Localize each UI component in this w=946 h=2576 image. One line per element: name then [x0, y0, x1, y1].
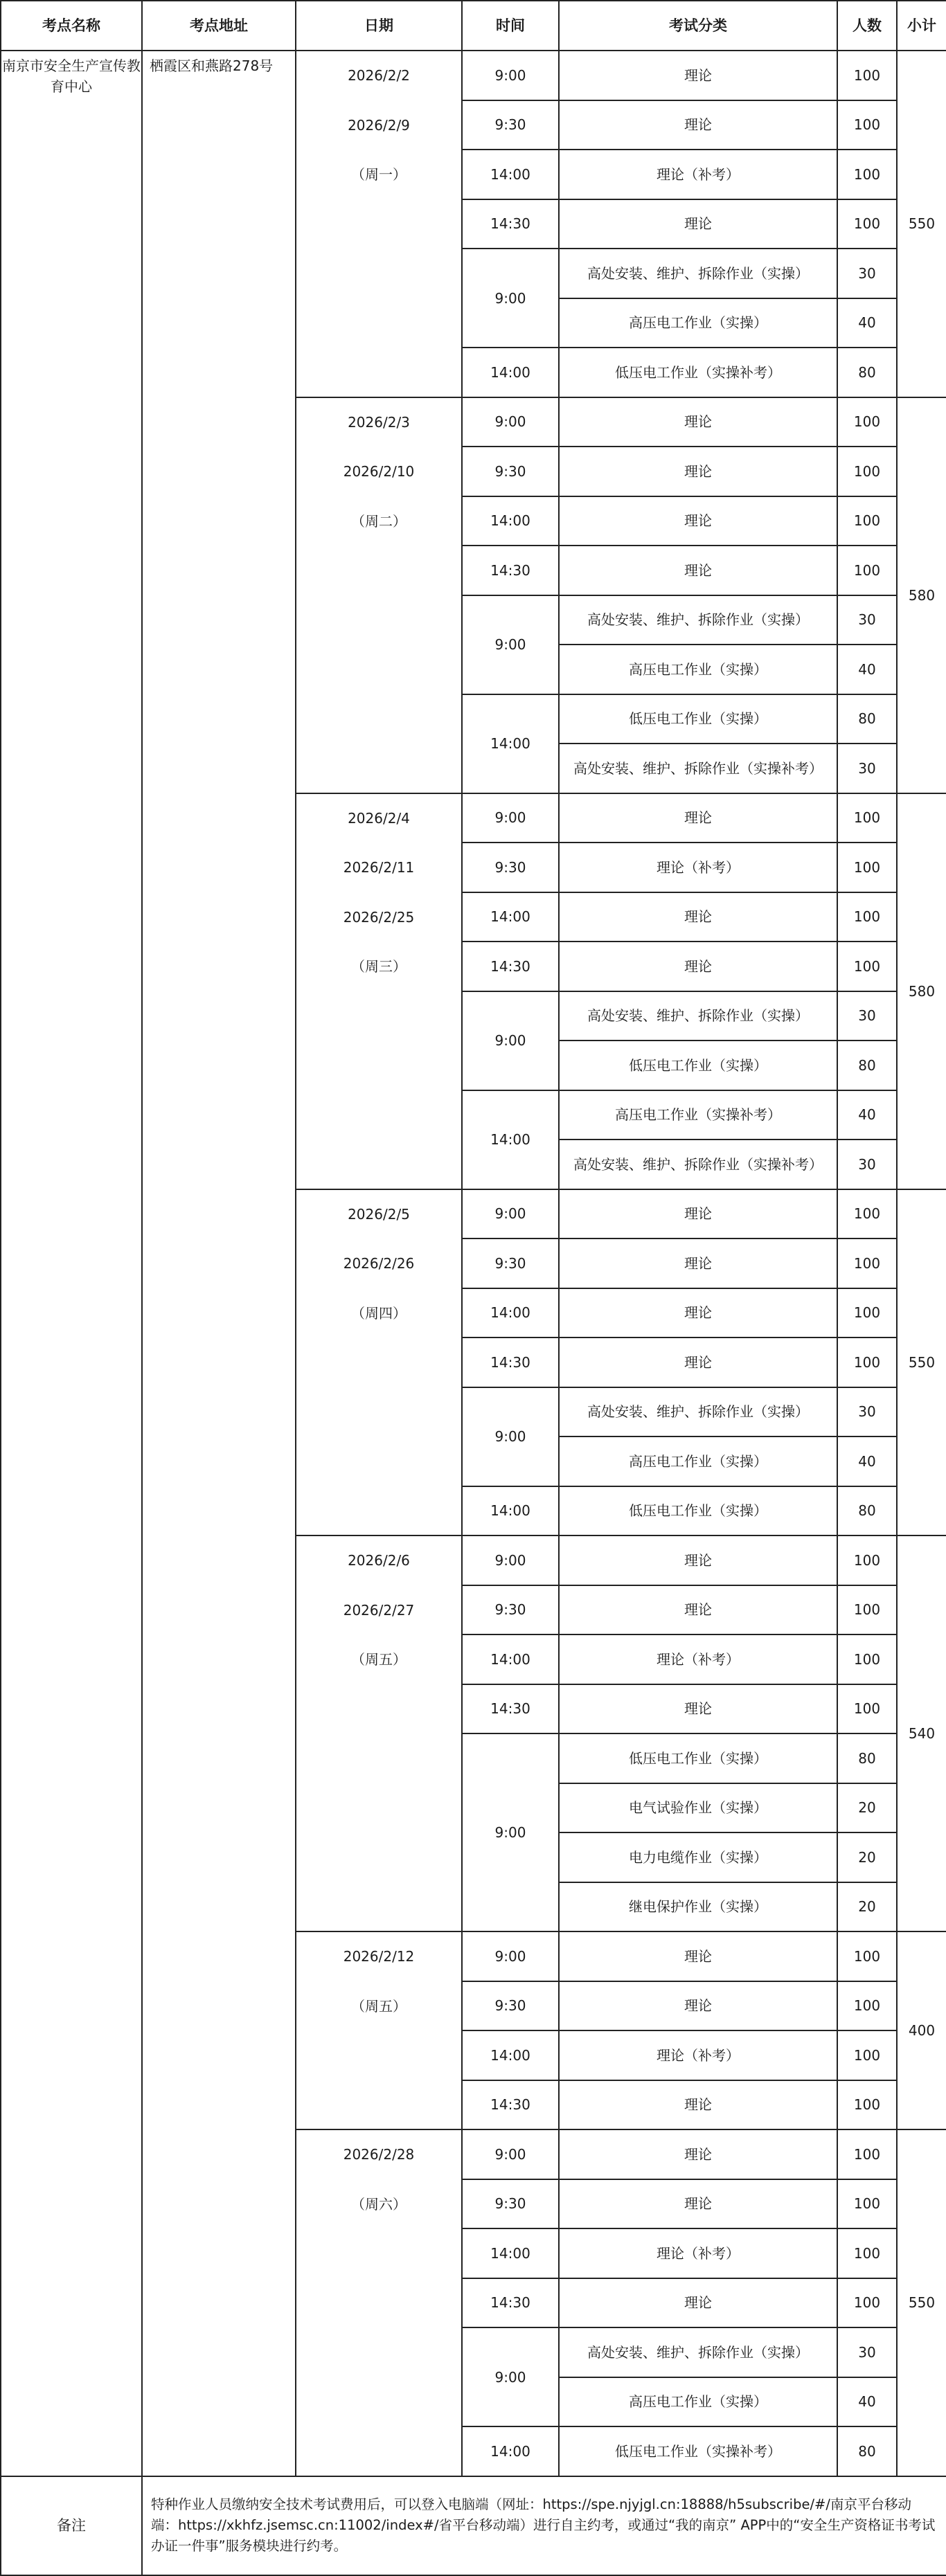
- count-cell: 80: [837, 2426, 897, 2476]
- category-cell: 理论: [559, 199, 837, 249]
- date-line: 2026/2/10: [343, 463, 415, 480]
- count-cell: 100: [837, 1337, 897, 1387]
- header-row: [1, 1, 946, 51]
- category-cell: 理论（补考）: [559, 1634, 837, 1684]
- count-cell: 100: [837, 1189, 897, 1239]
- category-cell: 理论（补考）: [559, 2228, 837, 2278]
- count-cell: 80: [837, 694, 897, 744]
- table-row: [1, 51, 946, 100]
- count-cell: 100: [837, 546, 897, 595]
- date-line: 2026/2/12: [343, 1948, 415, 1965]
- time-cell: 14:00: [462, 2426, 559, 2476]
- count-cell: 20: [837, 1783, 897, 1833]
- time-cell: 9:00: [462, 51, 559, 100]
- count-cell: 100: [837, 496, 897, 546]
- time-cell: 14:00: [462, 1288, 559, 1338]
- date-cell: [296, 1931, 462, 2129]
- count-cell: 100: [837, 1585, 897, 1635]
- subtotal-cell: 550: [897, 2129, 946, 2476]
- time-cell: 14:00: [462, 2228, 559, 2278]
- header-time: 时间: [462, 1, 559, 51]
- count-cell: 40: [837, 645, 897, 694]
- date-line: （周三）: [351, 958, 407, 975]
- category-cell: 高处安装、维护、拆除作业（实操）: [559, 991, 837, 1041]
- category-cell: 高处安装、维护、拆除作业（实操）: [559, 595, 837, 645]
- time-cell: 14:30: [462, 942, 559, 991]
- time-cell: 9:30: [462, 1981, 559, 2031]
- category-cell: 理论: [559, 2278, 837, 2328]
- count-cell: 100: [837, 793, 897, 843]
- remark-label: 备注: [1, 2476, 142, 2575]
- time-cell: 9:00: [462, 793, 559, 843]
- category-cell: 电力电缆作业（实操）: [559, 1832, 837, 1882]
- category-cell: 理论: [559, 1931, 837, 1981]
- count-cell: 30: [837, 991, 897, 1041]
- count-cell: 100: [837, 150, 897, 199]
- category-cell: 理论: [559, 1239, 837, 1288]
- category-cell: 理论: [559, 546, 837, 595]
- category-cell: 理论（补考）: [559, 150, 837, 199]
- time-cell: 9:00: [462, 2327, 559, 2426]
- count-cell: 100: [837, 942, 897, 991]
- count-cell: 100: [837, 100, 897, 150]
- date-line: 2026/2/9: [348, 116, 410, 134]
- time-cell: 9:00: [462, 2129, 559, 2179]
- date-line: （周一）: [351, 166, 407, 183]
- remark-row: [1, 2476, 946, 2575]
- category-cell: 理论: [559, 51, 837, 100]
- category-cell: 理论: [559, 496, 837, 546]
- count-cell: 100: [837, 1981, 897, 2031]
- time-cell: 9:30: [462, 100, 559, 150]
- category-cell: 低压电工作业（实操）: [559, 694, 837, 744]
- time-cell: 9:00: [462, 1733, 559, 1931]
- date-line: 2026/2/6: [348, 1552, 410, 1569]
- subtotal-cell: 550: [897, 1189, 946, 1536]
- count-cell: 100: [837, 2129, 897, 2179]
- count-cell: 100: [837, 2278, 897, 2328]
- header-venue: 考点名称: [1, 1, 142, 51]
- date-line: 2026/2/11: [343, 859, 415, 876]
- category-cell: 低压电工作业（实操）: [559, 1733, 837, 1783]
- category-cell: 理论: [559, 2080, 837, 2130]
- count-cell: 30: [837, 1387, 897, 1437]
- count-cell: 40: [837, 298, 897, 348]
- count-cell: 100: [837, 2030, 897, 2080]
- date-cell: [296, 1535, 462, 1931]
- count-cell: 30: [837, 2327, 897, 2377]
- date-line: 2026/2/5: [348, 1205, 410, 1223]
- category-cell: 理论: [559, 1684, 837, 1734]
- count-cell: 100: [837, 51, 897, 100]
- count-cell: 40: [837, 2377, 897, 2427]
- header-category: 考试分类: [559, 1, 837, 51]
- category-cell: 高压电工作业（实操补考）: [559, 1090, 837, 1140]
- category-cell: 高压电工作业（实操）: [559, 645, 837, 694]
- count-cell: 30: [837, 249, 897, 298]
- time-cell: 14:30: [462, 546, 559, 595]
- count-cell: 80: [837, 348, 897, 397]
- subtotal-cell: 550: [897, 51, 946, 397]
- count-cell: 100: [837, 1288, 897, 1338]
- date-line: 2026/2/4: [348, 809, 410, 827]
- category-cell: 理论: [559, 1337, 837, 1387]
- count-cell: 80: [837, 1486, 897, 1536]
- category-cell: 高处安装、维护、拆除作业（实操）: [559, 1387, 837, 1437]
- date-line: （周四）: [351, 1304, 407, 1322]
- count-cell: 30: [837, 1140, 897, 1189]
- date-line: 2026/2/2: [348, 67, 410, 84]
- count-cell: 100: [837, 2080, 897, 2130]
- count-cell: 30: [837, 595, 897, 645]
- category-cell: 理论: [559, 1535, 837, 1585]
- category-cell: 理论: [559, 1189, 837, 1239]
- category-cell: 理论: [559, 397, 837, 447]
- header-address: 考点地址: [142, 1, 296, 51]
- count-cell: 100: [837, 1239, 897, 1288]
- date-cell: [296, 2129, 462, 2476]
- date-line: （周五）: [351, 1997, 407, 2015]
- category-cell: 高压电工作业（实操）: [559, 298, 837, 348]
- category-cell: 理论（补考）: [559, 843, 837, 892]
- category-cell: 理论（补考）: [559, 2030, 837, 2080]
- category-cell: 高处安装、维护、拆除作业（实操）: [559, 249, 837, 298]
- category-cell: 理论: [559, 942, 837, 991]
- category-cell: 高处安装、维护、拆除作业（实操）: [559, 2327, 837, 2377]
- category-cell: 理论: [559, 100, 837, 150]
- venue-name: 南京市安全生产宣传教育中心: [1, 51, 142, 2476]
- time-cell: 14:00: [462, 1634, 559, 1684]
- date-line: （周二）: [351, 512, 407, 530]
- date-line: 2026/2/3: [348, 413, 410, 431]
- time-cell: 14:00: [462, 496, 559, 546]
- date-line: （周六）: [351, 2195, 407, 2213]
- count-cell: 100: [837, 2179, 897, 2229]
- date-line: 2026/2/28: [343, 2146, 415, 2163]
- category-cell: 理论: [559, 1288, 837, 1338]
- count-cell: 20: [837, 1832, 897, 1882]
- time-cell: 14:00: [462, 2030, 559, 2080]
- category-cell: 高压电工作业（实操）: [559, 2377, 837, 2427]
- time-cell: 9:00: [462, 397, 559, 447]
- count-cell: 40: [837, 1436, 897, 1486]
- category-cell: 理论: [559, 892, 837, 942]
- category-cell: 低压电工作业（实操补考）: [559, 348, 837, 397]
- category-cell: 低压电工作业（实操）: [559, 1486, 837, 1536]
- category-cell: 理论: [559, 1585, 837, 1635]
- category-cell: 理论: [559, 2179, 837, 2229]
- count-cell: 100: [837, 2228, 897, 2278]
- time-cell: 9:30: [462, 2179, 559, 2229]
- time-cell: 9:00: [462, 1535, 559, 1585]
- date-line: 2026/2/26: [343, 1255, 415, 1272]
- category-cell: 继电保护作业（实操）: [559, 1882, 837, 1932]
- category-cell: 低压电工作业（实操补考）: [559, 2426, 837, 2476]
- count-cell: 20: [837, 1882, 897, 1932]
- category-cell: 理论: [559, 1981, 837, 2031]
- time-cell: 14:00: [462, 1090, 559, 1189]
- category-cell: 低压电工作业（实操）: [559, 1041, 837, 1090]
- time-cell: 14:00: [462, 348, 559, 397]
- subtotal-cell: 400: [897, 1931, 946, 2129]
- category-cell: 高压电工作业（实操）: [559, 1436, 837, 1486]
- time-cell: 14:30: [462, 199, 559, 249]
- time-cell: 9:30: [462, 1239, 559, 1288]
- date-line: 2026/2/25: [343, 908, 415, 926]
- count-cell: 100: [837, 1535, 897, 1585]
- header-subtotal: 小计: [897, 1, 946, 51]
- remark-text: 特种作业人员缴纳安全技术考试费用后，可以登入电脑端（网址：https://spe.njyjgl.cn:18888/h5subscribe/#/南京平台移动端：https://xkhfz.jsemsc.cn:11002/index#/省平台移动端）进行自主约考，或通过“我的南京” APP中的“安全生产资格证书考试办证一件事”服务模块进行约考。: [142, 2476, 946, 2575]
- count-cell: 100: [837, 1634, 897, 1684]
- category-cell: 理论: [559, 793, 837, 843]
- count-cell: 80: [837, 1733, 897, 1783]
- time-cell: 9:00: [462, 249, 559, 348]
- count-cell: 40: [837, 1090, 897, 1140]
- category-cell: 高处安装、维护、拆除作业（实操补考）: [559, 1140, 837, 1189]
- count-cell: 100: [837, 892, 897, 942]
- time-cell: 14:00: [462, 892, 559, 942]
- header-date: 日期: [296, 1, 462, 51]
- time-cell: 14:00: [462, 694, 559, 793]
- time-cell: 9:00: [462, 1189, 559, 1239]
- date-line: （周五）: [351, 1651, 407, 1668]
- time-cell: 14:30: [462, 1337, 559, 1387]
- time-cell: 9:30: [462, 1585, 559, 1635]
- time-cell: 14:00: [462, 1486, 559, 1536]
- count-cell: 100: [837, 1684, 897, 1734]
- time-cell: 9:30: [462, 843, 559, 892]
- date-cell: [296, 793, 462, 1189]
- count-cell: 80: [837, 1041, 897, 1090]
- time-cell: 9:00: [462, 595, 559, 694]
- time-cell: 14:00: [462, 150, 559, 199]
- time-cell: 9:00: [462, 1387, 559, 1486]
- time-cell: 9:00: [462, 991, 559, 1090]
- count-cell: 100: [837, 199, 897, 249]
- subtotal-cell: 580: [897, 397, 946, 793]
- time-cell: 9:00: [462, 1931, 559, 1981]
- category-cell: 电气试验作业（实操）: [559, 1783, 837, 1833]
- date-cell: [296, 51, 462, 397]
- subtotal-cell: 580: [897, 793, 946, 1189]
- count-cell: 100: [837, 447, 897, 496]
- header-count: 人数: [837, 1, 897, 51]
- category-cell: 理论: [559, 447, 837, 496]
- venue-address: 栖霞区和燕路278号: [142, 51, 296, 2476]
- category-cell: 高处安装、维护、拆除作业（实操补考）: [559, 744, 837, 793]
- count-cell: 100: [837, 843, 897, 892]
- time-cell: 14:30: [462, 2080, 559, 2130]
- date-cell: [296, 397, 462, 793]
- subtotal-cell: 540: [897, 1535, 946, 1931]
- date-line: 2026/2/27: [343, 1601, 415, 1619]
- category-cell: 理论: [559, 2129, 837, 2179]
- count-cell: 100: [837, 1931, 897, 1981]
- time-cell: 9:30: [462, 447, 559, 496]
- time-cell: 14:30: [462, 1684, 559, 1734]
- count-cell: 30: [837, 744, 897, 793]
- date-cell: [296, 1189, 462, 1536]
- count-cell: 100: [837, 397, 897, 447]
- time-cell: 14:30: [462, 2278, 559, 2328]
